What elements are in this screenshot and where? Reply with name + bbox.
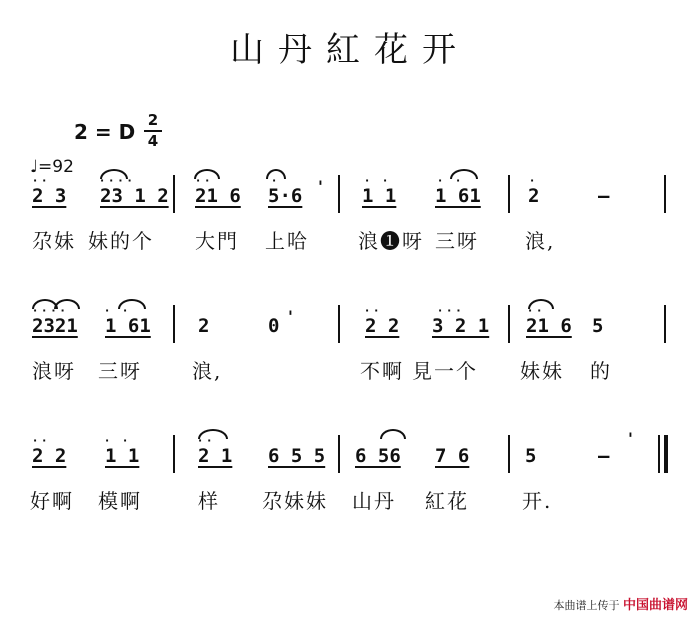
lyric: 大門 bbox=[195, 229, 239, 253]
note-group: 2321 bbox=[32, 315, 78, 337]
note-group: 1 61 bbox=[105, 315, 151, 337]
note-group: 2 3 bbox=[32, 185, 67, 207]
note-group: – bbox=[598, 185, 610, 207]
note-group: 3 2 1 bbox=[432, 315, 490, 337]
note-group: 7 6 bbox=[435, 445, 470, 467]
note-group: 5 bbox=[525, 445, 537, 467]
lyrics-row-2 bbox=[0, 355, 700, 385]
lyric: 浪, bbox=[192, 359, 223, 383]
score-line-3: ·· · · ·· 2 2 1 1 2 1 6 5 5 6 56 7 6 5 – ' 好啊 模啊 样 尕妹妹 山丹 紅花 开. bbox=[0, 425, 700, 545]
time-signature bbox=[144, 112, 162, 150]
note-group: 1 1 bbox=[105, 445, 140, 467]
tempo-marking: ♩=92 bbox=[30, 157, 74, 177]
note-group: 6 56 bbox=[355, 445, 401, 467]
key-signature: 2 = D bbox=[74, 120, 136, 144]
note-group: 1 61 bbox=[435, 185, 481, 207]
notes-row-2 bbox=[0, 315, 700, 345]
lyric: 妹妹 bbox=[520, 359, 564, 383]
lyric: 浪, bbox=[525, 229, 556, 253]
lyric: 山丹 bbox=[352, 489, 396, 513]
note-group: 5·6 bbox=[268, 185, 303, 207]
note-group: 23 1 2 bbox=[100, 185, 169, 207]
lyric: 浪❶呀 bbox=[358, 229, 424, 253]
note-group: 21 6 bbox=[195, 185, 241, 207]
notes-row-3 bbox=[0, 445, 700, 475]
lyric: 三呀 bbox=[435, 229, 479, 253]
lyric: 上哈 bbox=[265, 229, 309, 253]
lyric: 三呀 bbox=[98, 359, 142, 383]
source-watermark bbox=[553, 594, 688, 613]
lyric: 的 bbox=[590, 359, 612, 383]
lyric: 浪呀 bbox=[32, 359, 76, 383]
lyric: 見一个 bbox=[412, 359, 478, 383]
note-group: 1 1 bbox=[362, 185, 397, 207]
note-group: 6 5 5 bbox=[268, 445, 326, 467]
meter-bottom: 4 bbox=[147, 132, 159, 150]
lyric: 不啊 bbox=[360, 359, 404, 383]
footer-prefix: 本曲谱上传于 bbox=[553, 599, 620, 612]
score-line-2: ···· · · ·· ··· ·· 2321 1 61 2 0 2 2 3 2 1 21 6 5 ' 浪呀 三呀 浪, 不啊 見一个 妹妹 的 bbox=[0, 295, 700, 415]
score-line-1: ·· ···· ·· · · · · · · 2 3 23 1 2 21 6 5·6 1 1 1 61 2 – ' 尕妹 妹的个 大門 上哈 浪❶呀 三呀 浪, bbox=[0, 165, 700, 285]
lyric: 模啊 bbox=[98, 489, 142, 513]
lyrics-row-3 bbox=[0, 485, 700, 515]
lyric: 尕妹 bbox=[32, 229, 76, 253]
note-group: 2 bbox=[198, 315, 210, 337]
note-group: 2 2 bbox=[365, 315, 400, 337]
note-group: 2 bbox=[528, 185, 540, 207]
note-group: 2 2 bbox=[32, 445, 67, 467]
lyric: 样 bbox=[198, 489, 220, 513]
lyric: 好啊 bbox=[30, 489, 74, 513]
lyric: 紅花 bbox=[425, 489, 469, 513]
lyric: 妹的个 bbox=[88, 229, 154, 253]
meter-top: 2 bbox=[147, 111, 159, 129]
site-brand[interactable]: 中国曲谱网 bbox=[622, 598, 688, 613]
note-group: 0 bbox=[268, 315, 280, 337]
note-group: 21 6 bbox=[526, 315, 572, 337]
lyric: 开. bbox=[522, 489, 553, 513]
lyrics-row-1 bbox=[0, 225, 700, 255]
note-group: 2 1 bbox=[198, 445, 233, 467]
lyric: 尕妹妹 bbox=[262, 489, 328, 513]
note-group: 5 bbox=[592, 315, 604, 337]
note-group: – bbox=[598, 445, 610, 467]
page-title: 山丹紅花开 bbox=[230, 30, 470, 70]
notes-row-1 bbox=[0, 185, 700, 215]
